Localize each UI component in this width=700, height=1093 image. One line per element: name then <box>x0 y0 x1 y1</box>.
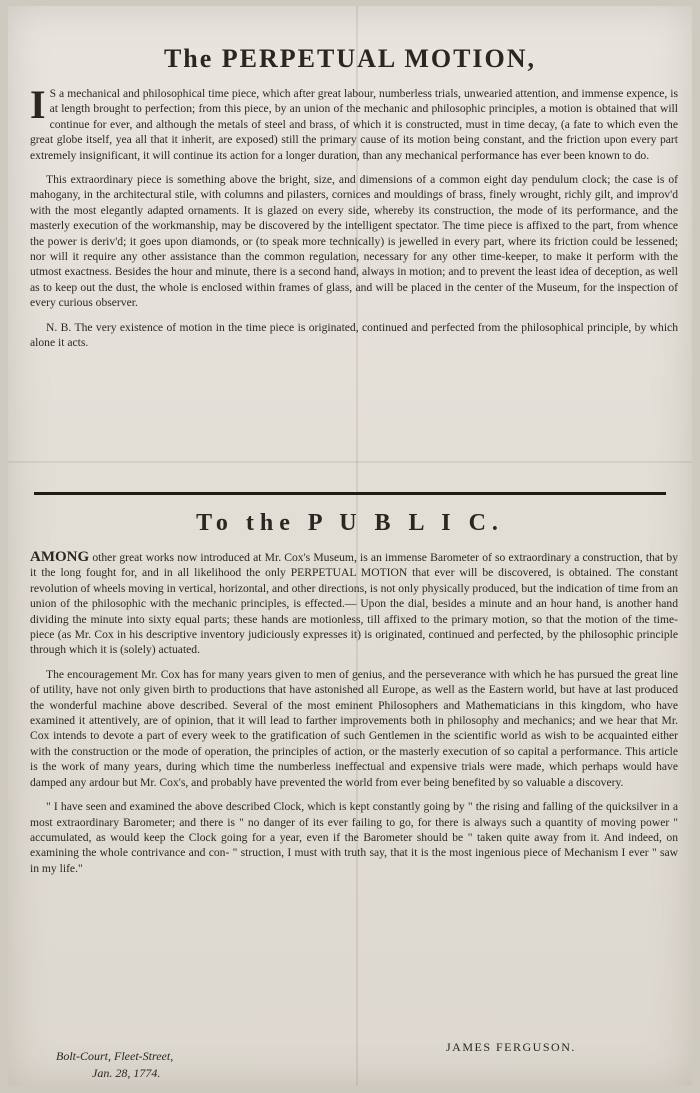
intro-paragraph <box>30 82 678 163</box>
fold-crease-horizontal <box>8 461 692 463</box>
encouragement-paragraph: The encouragement Mr. Cox has for many years given to men of genius, and the perseverance with which he has pursued the great line of utility, have not only given birth to productions that have astonished all Europe, as well as the Eastern world, but have at last produced the wonderful machine above described. Several of the most eminent Philosophers and Mathematicians in this kingdom, who have examined it attentively, are of opinion, that it will lead to farther improvements both in philosophy and mechanics; and we hear that Mr. Cox intends to devote a part of every week to the gratification of such Gentlemen in the scientific world as wish to be acquainted either with the construction or the mode of operation, the principles of action, or the masterly execution of so capital a performance. This article is the work of many years, during which time the numberless ineffectual and expensive trials were made, which perhaps would have damped any ardour but Mr. Cox's, and probably have prevented the world from ever being benefited by so valuable a discovery. <box>30 667 678 789</box>
address-block <box>56 1048 173 1082</box>
date-line: Jan. 28, 1774. <box>92 1066 161 1080</box>
perpetual-motion-section <box>30 82 678 351</box>
ferguson-quote: " I have seen and examined the above described Clock, which is kept constantly going by " the rising and falling of the quicksilver in a most extraordinary Barometer; and there is " no danger of its ever failing to go, for there is always such a quantity of moving power " accumulated, as would keep the Clock going for a year, even if the Barometer should be " taken quite away from it. And indeed, on examining the whole contrivance and con- " struction, I must with truth say, that it is the most ingenious piece of Mechanism I ever " saw in my life." <box>30 800 678 875</box>
to-the-public-section <box>30 550 678 876</box>
to-the-public-title: To the P U B L I C. <box>196 510 504 536</box>
signature: JAMES FERGUSON. <box>446 1040 576 1054</box>
broadside-sheet <box>8 6 692 1086</box>
intro-text: S a mechanical and philosophical time piece, which after great labour, numberless trials, unwearied attention, and immense expence, is at length brought to perfection; from this piece, by an union of the mechanic and philosophic principles, a motion is obtained that will continue for ever, and although the metals of steel and brass, of which it is constructed, must in time decay, (a fate to which even the great globe itself, yea all that it inherit, are exposed) still the primary cause of its motion being constant, and the friction upon every part extremely insignificant, it will continue its action for a longer duration, than any mechanical performance has ever been known to do. <box>30 87 678 162</box>
address-line: Bolt-Court, Fleet-Street, <box>56 1049 174 1063</box>
perpetual-motion-title: The PERPETUAL MOTION, <box>163 44 537 73</box>
intro-dropcap: I <box>30 82 46 127</box>
section-divider-rule <box>34 492 666 495</box>
nota-bene-paragraph: N. B. The very existence of motion in the time piece is originated, continued and perfected from the philosophical principle, by which alone it acts. <box>30 320 678 350</box>
public-lead-word: AMONG <box>30 549 90 565</box>
description-paragraph: This extraordinary piece is something above the bright, size, and dimensions of a common eight day pendulum clock; the case is of mahogany, in the architectural stile, with columns and pilasters, cornices and mouldings of brass, finely wrought, richly gilt, and improv'd with the most elegantly adapted ornaments. It is glazed on every side, whereby its construction, the mode of its performance, and the masterly execution of the workmanship, may be discovered by the intelligent spectator. The time piece is affixed to the part, from whence the power is deriv'd; it goes upon diamonds, or (to speak more technically) is jewelled in every part, where its friction could be lessened; nor will it require any other assistance than the common regulation, necessary for any other time-keeper, to make it perform with the utmost exactness. Besides the hour and minute, there is a second hand, always in motion; and to prevent the least idea of deception, as well as to keep out the dust, the whole is enclosed within frames of glass, and will be placed in the center of the Museum, for the inspection of every curious observer. <box>30 173 678 310</box>
public-text: other great works now introduced at Mr. Cox's Museum, is an immense Barometer of so extraordinary a construction, that by it the long fought for, and in all likelihood the only PERPETUAL MOTION that ever will be discovered, is obtained. The constant revolution of wheels moving in vertical, horizontal, and other directions, is not only physically produced, but the indication of time from an union of the philosophic with the mechanic principles, is effected.— Upon the dial, besides a minute and an hour hand, is another hand dividing the minute into sixty equal parts; these hands are motionless, till affixed to the primary motion, so that the motion of the time-piece (as Mr. Cox in his descriptive inventory judiciously expresses it) is originated, continued and perfected, by the philosophic principle through which it is (solely) actuated. <box>30 551 678 657</box>
public-paragraph <box>30 550 678 658</box>
